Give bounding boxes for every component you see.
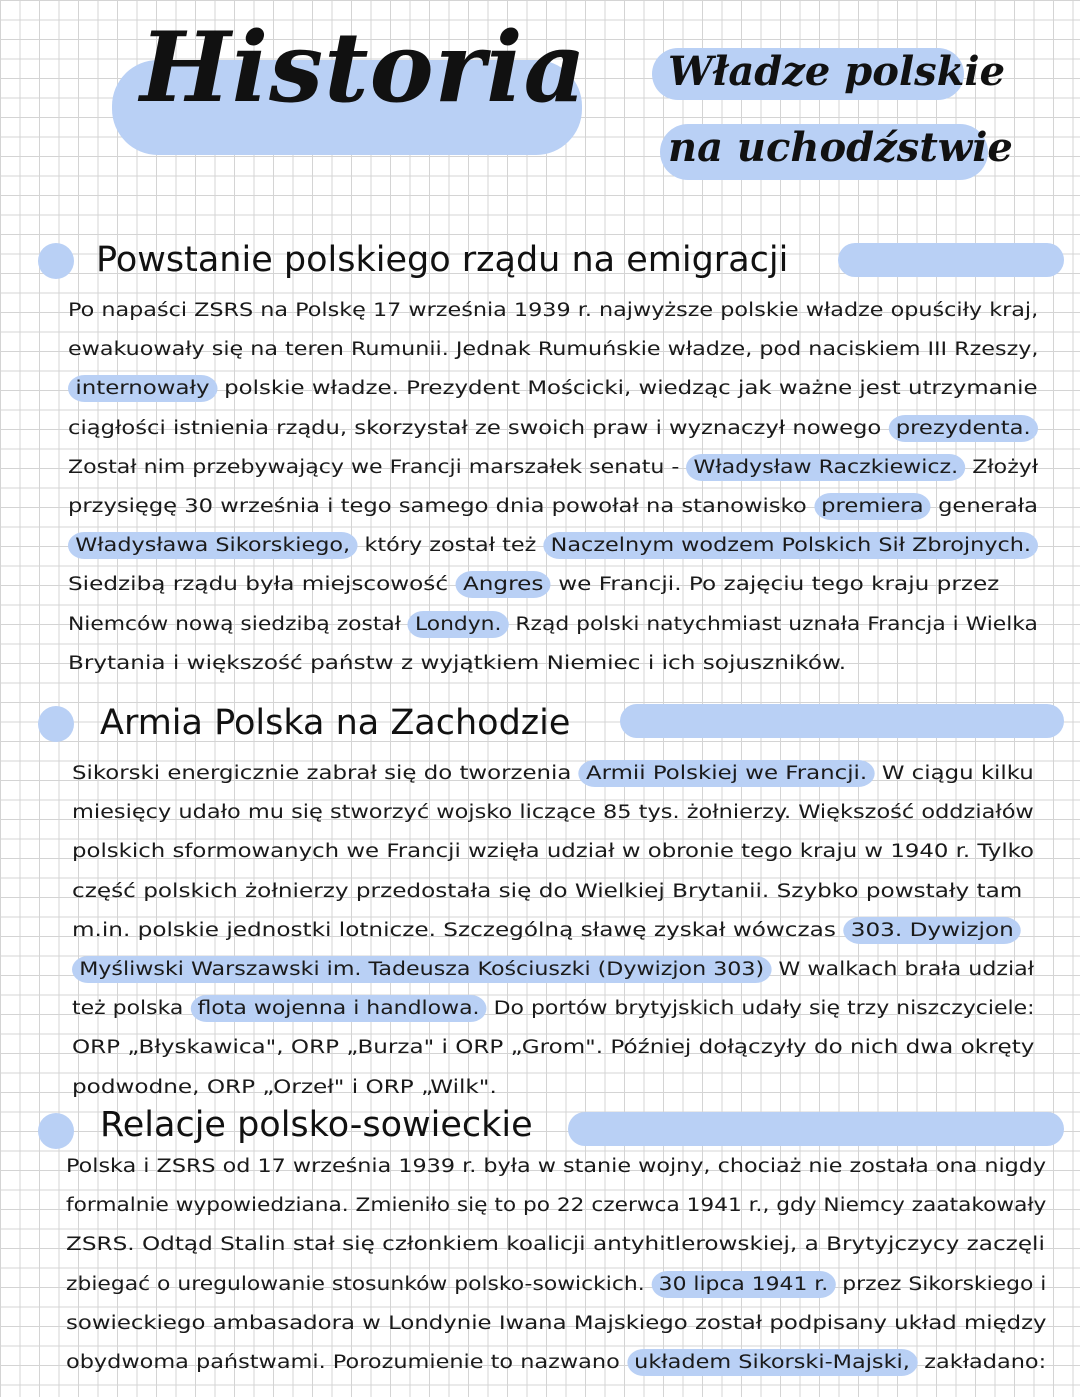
highlighted-term: flota wojenna i handlowa. xyxy=(190,995,486,1022)
text-run: Niemców nową siedzibą został xyxy=(68,613,408,635)
text-line xyxy=(68,380,1038,399)
text-line xyxy=(72,765,1034,784)
text-line xyxy=(68,652,847,674)
text-run: podwodne, ORP „Orzeł" i ORP „Wilk". xyxy=(72,1076,497,1098)
text-line xyxy=(72,804,1034,823)
text-run: ciągłości istnienia rządu, skorzystał ze swoich praw i wyznaczył nowego xyxy=(68,417,889,439)
text-run: ewakuowały się na teren Rumunii. Jednak Rumuńskie władze, pod naciskiem III Rzeszy, xyxy=(68,339,1039,361)
text-run: obydwoma państwami. Porozumienie to nazwano xyxy=(66,1352,627,1373)
text-run: zakładano: xyxy=(917,1352,1047,1373)
section-heading: Powstanie polskiego rządu na emigracji xyxy=(96,240,789,280)
text-run: który został też xyxy=(357,535,544,557)
highlighted-term: Naczelnym wodzem Polskich Sił Zbrojnych. xyxy=(543,532,1038,559)
text-run: Siedzibą rządu była miejscowość xyxy=(68,574,456,596)
section-bullet xyxy=(38,1113,74,1149)
text-run: Został nim przebywający we Francji marszałek senatu - xyxy=(68,456,687,478)
highlighted-term: Władysława Sikorskiego, xyxy=(68,532,357,559)
highlighted-term: układem Sikorski-Majski, xyxy=(627,1349,917,1376)
text-line xyxy=(68,341,1038,360)
text-line xyxy=(68,456,1039,478)
text-run: Po napaści ZSRS na Polskę 17 września 1939 r. najwyższe polskie władze opuściły kraj, xyxy=(68,300,1039,321)
text-run: Do portów brytyjskich udały się trzy niszczyciele: xyxy=(486,998,1035,1020)
text-line xyxy=(66,1354,1046,1373)
text-run: przysięgę 30 września i tego samego dnia powołał na stanowisko xyxy=(68,496,814,517)
text-line xyxy=(72,843,1034,862)
text-run: miesięcy udało mu się stworzyć wojsko liczące 85 tys. żołnierzy. Większość oddziałów xyxy=(72,802,1034,824)
text-run: sowieckiego ambasadora w Londynie Iwana Majskiego został podpisany układ między xyxy=(66,1312,1047,1334)
highlighted-term: Armii Polskiej we Francji. xyxy=(579,760,875,787)
text-run: we Francji. Po zajęciu tego kraju przez xyxy=(550,574,1000,596)
text-run: też polska xyxy=(72,998,191,1020)
highlighted-term: internowały xyxy=(68,375,217,402)
text-line xyxy=(68,537,1038,556)
text-line xyxy=(66,1273,1047,1295)
text-line xyxy=(72,1076,497,1098)
heading-bar xyxy=(620,704,1064,738)
text-line xyxy=(66,1312,1047,1334)
text-line xyxy=(72,961,1034,980)
text-run: część polskich żołnierzy przedostała się do Wielkiej Brytanii. Szybko powstały tam xyxy=(72,880,1023,902)
text-line xyxy=(66,1197,1046,1216)
text-run: Złożył xyxy=(965,456,1039,478)
text-line xyxy=(72,1000,1035,1019)
text-run: Rząd polski natychmiast uznała Francja i Wielka xyxy=(508,613,1038,635)
text-run: Polska i ZSRS od 17 września 1939 r. była w stanie wojny, chociaż nie została ona nigdy xyxy=(66,1156,1047,1177)
text-run: przez Sikorskiego i xyxy=(835,1273,1047,1295)
section-bullet xyxy=(38,243,74,279)
highlighted-term: 30 lipca 1941 r. xyxy=(652,1271,836,1298)
text-line xyxy=(66,1236,1045,1255)
subtitle-line-1: Władze polskie xyxy=(668,48,1006,95)
subtitle-line-2: na uchodźstwie xyxy=(668,124,1013,171)
text-line xyxy=(68,417,1038,439)
text-line xyxy=(72,919,1021,941)
text-run: ORP „Błyskawica", ORP „Burza" i ORP „Grom". Później dołączyły do nich dwa okręty xyxy=(72,1037,1035,1059)
text-line xyxy=(68,498,1038,517)
text-run: polskich sformowanych we Francji wzięła udział w obronie tego kraju w 1940 r. Tylko xyxy=(72,841,1035,863)
section-bullet xyxy=(38,706,74,742)
highlighted-term: Myśliwski Warszawski im. Tadeusza Kościuszki (Dywizjon 303) xyxy=(72,956,771,983)
text-run: Sikorski energicznie zabrał się do tworzenia xyxy=(72,763,579,784)
text-run: Brytania i większość państw z wyjątkiem Niemiec i ich sojuszników. xyxy=(68,652,847,674)
text-line xyxy=(72,880,1023,902)
highlighted-term: Władysław Raczkiewicz. xyxy=(686,454,965,481)
text-run: zbiegać o uregulowanie stosunków polsko-sowickich. xyxy=(66,1273,652,1295)
text-line xyxy=(68,302,1038,321)
highlighted-term: Angres xyxy=(455,571,550,598)
section-heading: Relacje polsko-sowieckie xyxy=(100,1105,533,1145)
text-line xyxy=(68,576,999,595)
text-line xyxy=(66,1158,1046,1177)
section-heading: Armia Polska na Zachodzie xyxy=(100,703,571,743)
text-run: W ciągu kilku xyxy=(874,763,1034,784)
text-line xyxy=(72,1039,1034,1058)
page-title: Historia xyxy=(140,11,587,124)
text-run: formalnie wypowiedziana. Zmieniło się to po 22 czerwca 1941 r., gdy Niemcy zaatakowały xyxy=(66,1195,1047,1217)
text-run: m.in. polskie jednostki lotnicze. Szczególną sławę zyskał wówczas xyxy=(72,919,844,941)
text-line xyxy=(68,613,1038,635)
text-run: generała xyxy=(930,496,1038,517)
highlighted-term: premiera xyxy=(814,493,931,520)
text-run: ZSRS. Odtąd Stalin stał się członkiem koalicji antyhitlerowskiej, a Brytyjczycy zaczęli xyxy=(66,1234,1045,1256)
text-run: W walkach brała udział xyxy=(771,959,1035,980)
heading-bar xyxy=(568,1112,1064,1146)
text-run: polskie władze. Prezydent Mościcki, wiedząc jak ważne jest utrzymanie xyxy=(216,378,1038,400)
heading-bar xyxy=(838,243,1064,277)
highlighted-term: Londyn. xyxy=(408,611,509,638)
highlighted-term: prezydenta. xyxy=(888,415,1038,442)
highlighted-term: 303. Dywizjon xyxy=(843,917,1021,944)
